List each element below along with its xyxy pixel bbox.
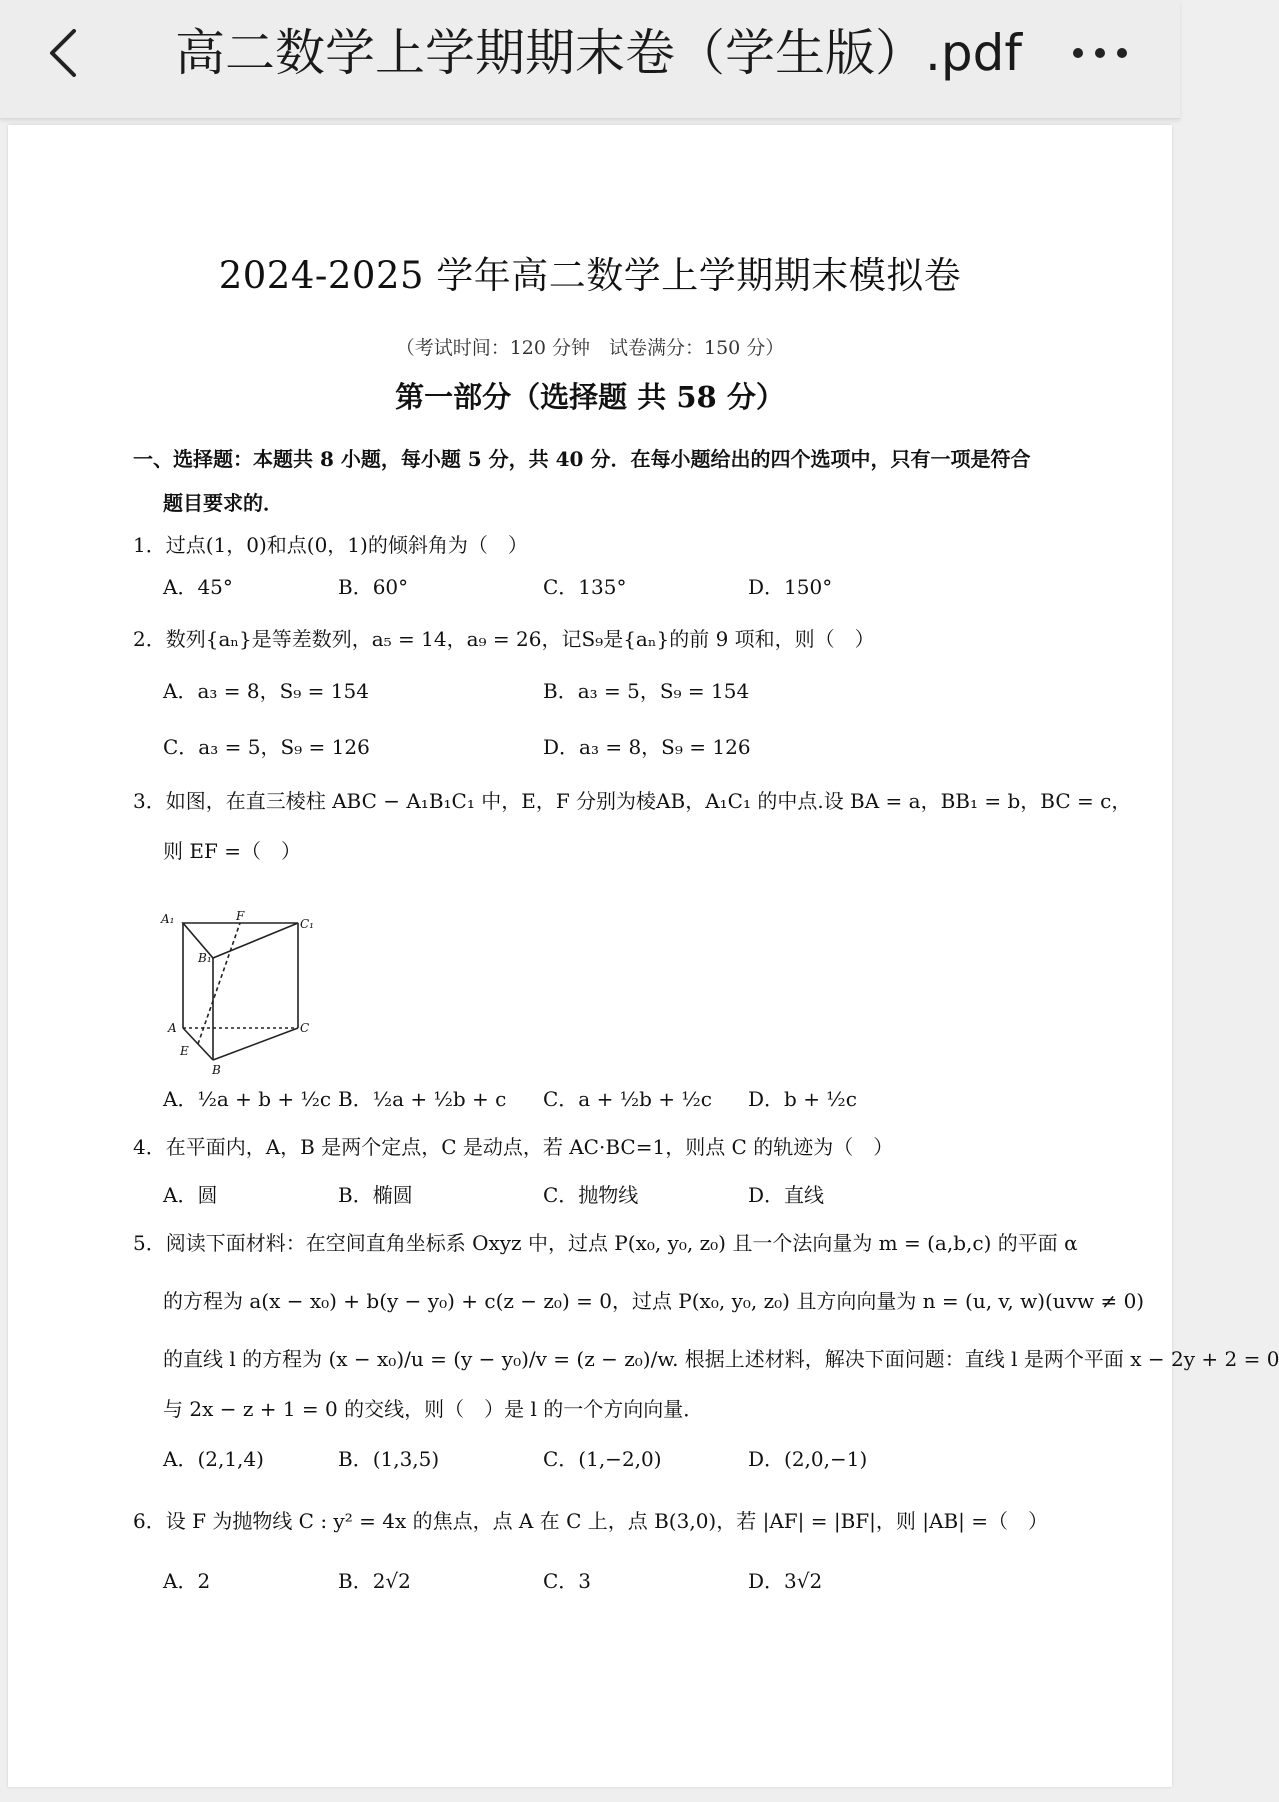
q4-option-c: C．抛物线 [543,1183,639,1207]
q2-option-a: A．a₃ = 8，S₉ = 154 [163,679,369,703]
q6-option-a: A．2 [163,1569,211,1593]
back-button[interactable] [38,18,88,88]
q6-option-d: D．3√2 [748,1569,823,1593]
label-a: A [168,1021,177,1035]
question-3: 3．如图，在直三棱柱 ABC − A₁B₁C₁ 中，E，F 分别为棱AB，A₁C₁ 的中点.设 BA = a，BB₁ = b，BC = c， [133,789,1132,813]
section-instructions: 一、选择题：本题共 8 小题，每小题 5 分，共 40 分．在每小题给出的四个选项中，只有一项是符合 [133,447,1031,471]
question-5-line-1: 5．阅读下面材料：在空间直角坐标系 Oxyz 中，过点 P(x₀, y₀, z₀) 且一个法向量为 m = (a,b,c) 的平面 α [133,1231,1078,1255]
part-heading: 第一部分（选择题 共 58 分） [395,380,785,414]
exam-title: 2024-2025 学年高二数学上学期期末模拟卷 [218,254,962,297]
label-b1: B₁ [198,951,212,965]
top-bar [0,0,1180,119]
chevron-left-icon [46,27,80,79]
q1-option-d: D．150° [748,575,833,599]
q5-option-c: C．(1,−2,0) [543,1447,662,1471]
q2-option-c: C．a₃ = 5，S₉ = 126 [163,735,370,759]
more-dots-icon [1072,47,1128,59]
question-3-cont: 则 EF =（ ） [163,839,301,863]
question-5-line-3: 的直线 l 的方程为 (x − x₀)/u = (y − y₀)/v = (z − z₀)/w. 根据上述材料，解决下面问题：直线 l 是两个平面 x − 2y + 2 = 0 [163,1347,1279,1371]
document-title: 高二数学上学期期末卷（学生版）.pdf [175,24,1022,82]
label-c: C [300,1021,310,1035]
question-1: 1．过点(1，0)和点(0，1)的倾斜角为（ ） [133,533,528,557]
label-e: E [180,1044,189,1058]
label-f: F [236,909,245,923]
question-5-line-2: 的方程为 a(x − x₀) + b(y − y₀) + c(z − z₀) = 0，过点 P(x₀, y₀, z₀) 且方向向量为 n = (u, v, w)(uvw ≠ 0) [163,1289,1145,1313]
question-6: 6．设 F 为抛物线 C : y² = 4x 的焦点，点 A 在 C 上，点 B(3,0)，若 |AF| = |BF|，则 |AB| =（ ） [133,1509,1048,1533]
q5-option-d: D．(2,0,−1) [748,1447,868,1471]
q6-option-b: B．2√2 [338,1569,411,1593]
exam-info: （考试时间：120 分钟 试卷满分：150 分） [395,337,785,359]
label-a1: A₁ [161,912,175,926]
q4-option-d: D．直线 [748,1183,825,1207]
q1-option-c: C．135° [543,575,627,599]
q3-option-b: B．½a + ½b + c [338,1087,507,1111]
question-4: 4．在平面内，A，B 是两个定点，C 是动点，若 AC·BC=1，则点 C 的轨迹为（ ） [133,1135,894,1159]
label-b: B [212,1063,221,1077]
prism-figure [158,909,314,1077]
q2-option-b: B．a₃ = 5，S₉ = 154 [543,679,750,703]
more-button[interactable] [1065,18,1135,88]
question-2: 2．数列{aₙ}是等差数列，a₅ = 14，a₉ = 26，记S₉是{aₙ}的前 9 项和，则（ ） [133,627,875,651]
q1-option-a: A．45° [163,575,233,599]
q3-option-c: C．a + ½b + ½c [543,1087,712,1111]
section-instructions-cont: 题目要求的． [163,491,283,515]
pdf-page[interactable] [8,125,1279,1787]
q4-option-b: B．椭圆 [338,1183,413,1207]
q1-option-b: B．60° [338,575,409,599]
q4-option-a: A．圆 [163,1183,218,1207]
q5-option-a: A．(2,1,4) [163,1447,264,1471]
label-c1: C₁ [300,917,314,931]
q3-option-a: A．½a + b + ½c [163,1087,332,1111]
q6-option-c: C．3 [543,1569,592,1593]
q2-option-d: D．a₃ = 8，S₉ = 126 [543,735,751,759]
q5-option-b: B．(1,3,5) [338,1447,440,1471]
question-5-line-4: 与 2x − z + 1 = 0 的交线，则（ ）是 l 的一个方向向量． [163,1397,704,1421]
q3-option-d: D．b + ½c [748,1087,857,1111]
